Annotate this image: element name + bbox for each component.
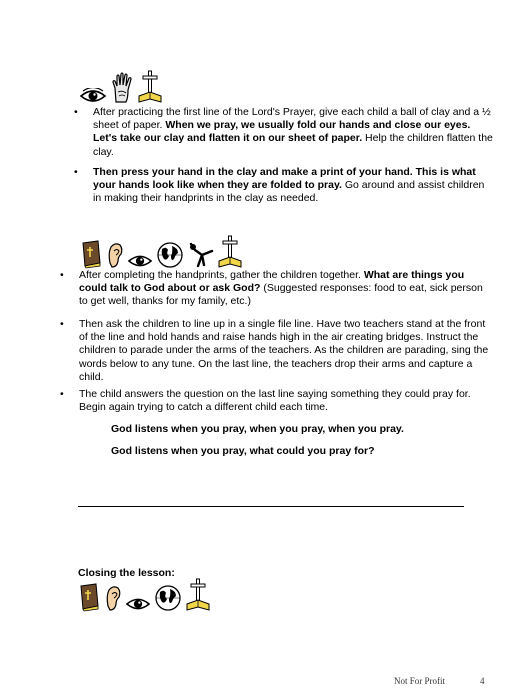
bible-cross-icon [186,578,210,612]
closing-heading: Closing the lesson: [78,567,175,579]
globe-icon [154,584,182,612]
bible-cross-icon [138,70,162,104]
stretching-person-icon [188,241,214,269]
song-line-2: God listens when you pray, what could you pray for? [111,445,375,457]
hand-icon [110,72,134,104]
eye-icon [128,253,152,269]
bullet-dot: • [74,166,78,178]
bullet-line-up: • Then ask the children to line up in a single file line. Have two teachers stand at the front of the line and hold hands and raise hands high in the air creating bridges. Instruct the children to parade under the arms of the teachers. As the children are parading, sing the words below to any tune. On the last line, the teachers drop their arms and capture a child. [60,318,489,383]
bible-icon [80,239,102,269]
eye-icon [126,596,150,612]
bullet-clay-ball: • After practicing the first line of the Lord's Prayer, give each child a ball of clay and a ½ sheet of paper. When we pray, we usually fold our hands and close our eyes. Let's take our clay and flatten it on our sheet of paper. Help the children flatten the clay. [74,106,493,158]
section-divider [78,506,464,507]
song-line-1: God listens when you pray, when you pray, when you pray. [111,423,404,435]
bullet-dot: • [60,269,64,281]
bullet-gather-children: • After completing the handprints, gather the children together. What are things you could talk to God about or ask God? (Suggested responses: food to eat, sick person to get well, thanks for my family, etc.) [60,269,483,308]
bullet-dot: • [60,388,64,400]
page-number: 4 [480,676,485,686]
bullet-child-answers: • The child answers the question on the last line saying something they could pray for. Begin again trying to catch a different child each time. [60,388,471,414]
section1-icon-row [80,70,162,104]
bullet-press-hand: • Then press your hand in the clay and make a print of your hand. This is what your hands look like when they are folded to pray. Go around and assist children in making their handprints in the clay as needed. [74,166,485,205]
section2-icon-row [80,235,242,269]
bullet-dot: • [74,106,78,118]
ear-icon [104,584,122,612]
bible-cross-icon [218,235,242,269]
eye-icon [80,88,106,104]
bible-icon [78,582,100,612]
globe-icon [156,241,184,269]
ear-icon [106,241,124,269]
bullet-dot: • [60,318,64,330]
closing-icon-row [78,578,210,612]
footer-not-for-profit: Not For Profit [394,676,446,686]
